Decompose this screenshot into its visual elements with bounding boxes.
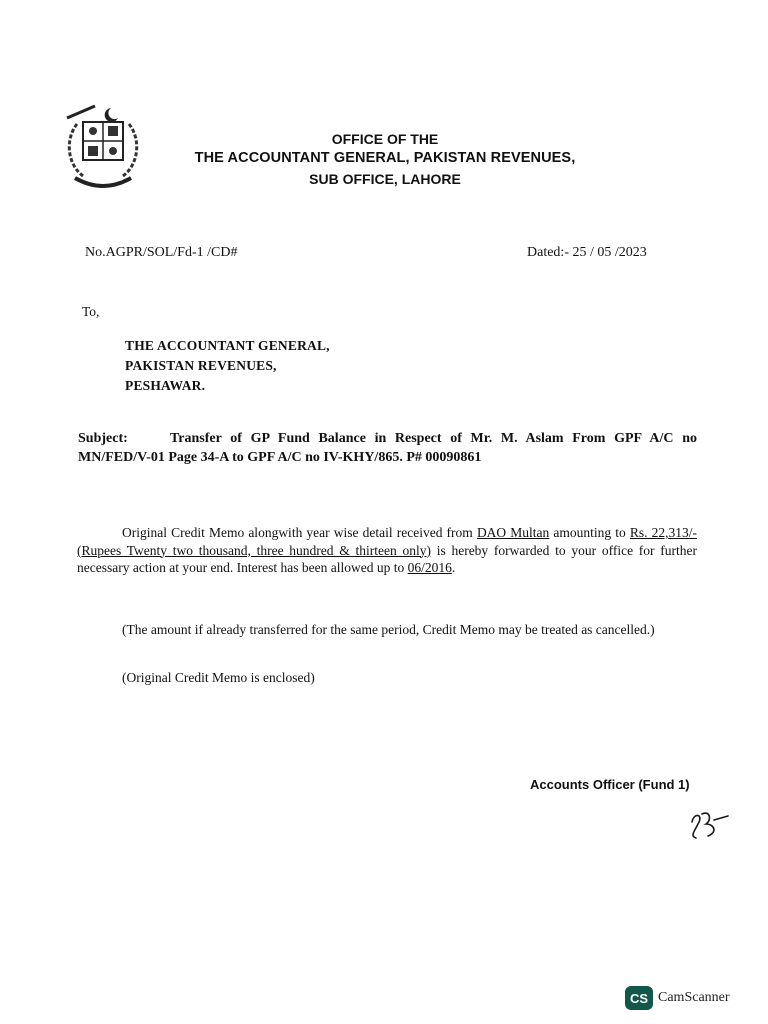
signatory-title: Accounts Officer (Fund 1) bbox=[530, 777, 690, 792]
body-paragraph-2: (The amount if already transferred for the same period, Credit Memo may be treated as cancelled.) bbox=[122, 622, 655, 637]
salutation-to: To, bbox=[82, 304, 100, 319]
letterhead-line-1: OFFICE OF THE bbox=[331, 131, 439, 147]
letterhead-line-3: SUB OFFICE, LAHORE bbox=[309, 171, 461, 187]
p1-text-a: Original Credit Memo alongwith year wise detail received from bbox=[122, 525, 473, 540]
camscanner-logo-icon: CS bbox=[625, 986, 653, 1010]
camscanner-watermark bbox=[625, 986, 730, 1010]
p1-date: 06/2016 bbox=[407, 560, 452, 575]
letterhead-line-2: THE ACCOUNTANT GENERAL, PAKISTAN REVENUES, bbox=[194, 150, 576, 166]
letter-date: Dated:- 25 / 05 /2023 bbox=[527, 245, 647, 260]
recipient-line-3: PESHAWAR. bbox=[125, 378, 206, 393]
recipient-line-1: THE ACCOUNTANT GENERAL, bbox=[125, 338, 330, 353]
enclosure-note: (Original Credit Memo is enclosed) bbox=[122, 670, 315, 685]
body-paragraph-1 bbox=[77, 524, 697, 577]
recipient-line-2: PAKISTAN REVENUES, bbox=[125, 358, 277, 373]
p1-end: . bbox=[451, 560, 456, 575]
government-seal-icon bbox=[55, 104, 151, 194]
subject-block bbox=[78, 429, 697, 467]
subject-text: Transfer of GP Fund Balance in Respect of Mr. M. Aslam From GPF A/C no MN/FED/V-01 Page 34-A to GPF A/C no IV-KHY/865. P# 00090861 bbox=[78, 431, 697, 465]
signature-icon bbox=[684, 806, 732, 846]
p1-text-c: is hereby forwarded to your office for further necessary action at your end. Interest has been allowed up to bbox=[77, 542, 698, 575]
subject-label: Subject: bbox=[78, 431, 128, 446]
p1-text-b: amounting to bbox=[553, 525, 626, 540]
camscanner-label: CamScanner bbox=[658, 990, 730, 1005]
reference-number: No.AGPR/SOL/Fd-1 /CD# bbox=[85, 245, 238, 260]
p1-office: DAO Multan bbox=[476, 525, 550, 540]
p1-amount: Rs. 22,313/- (Rupees Twenty two thousand, three hundred & thirteen only) bbox=[77, 525, 698, 558]
